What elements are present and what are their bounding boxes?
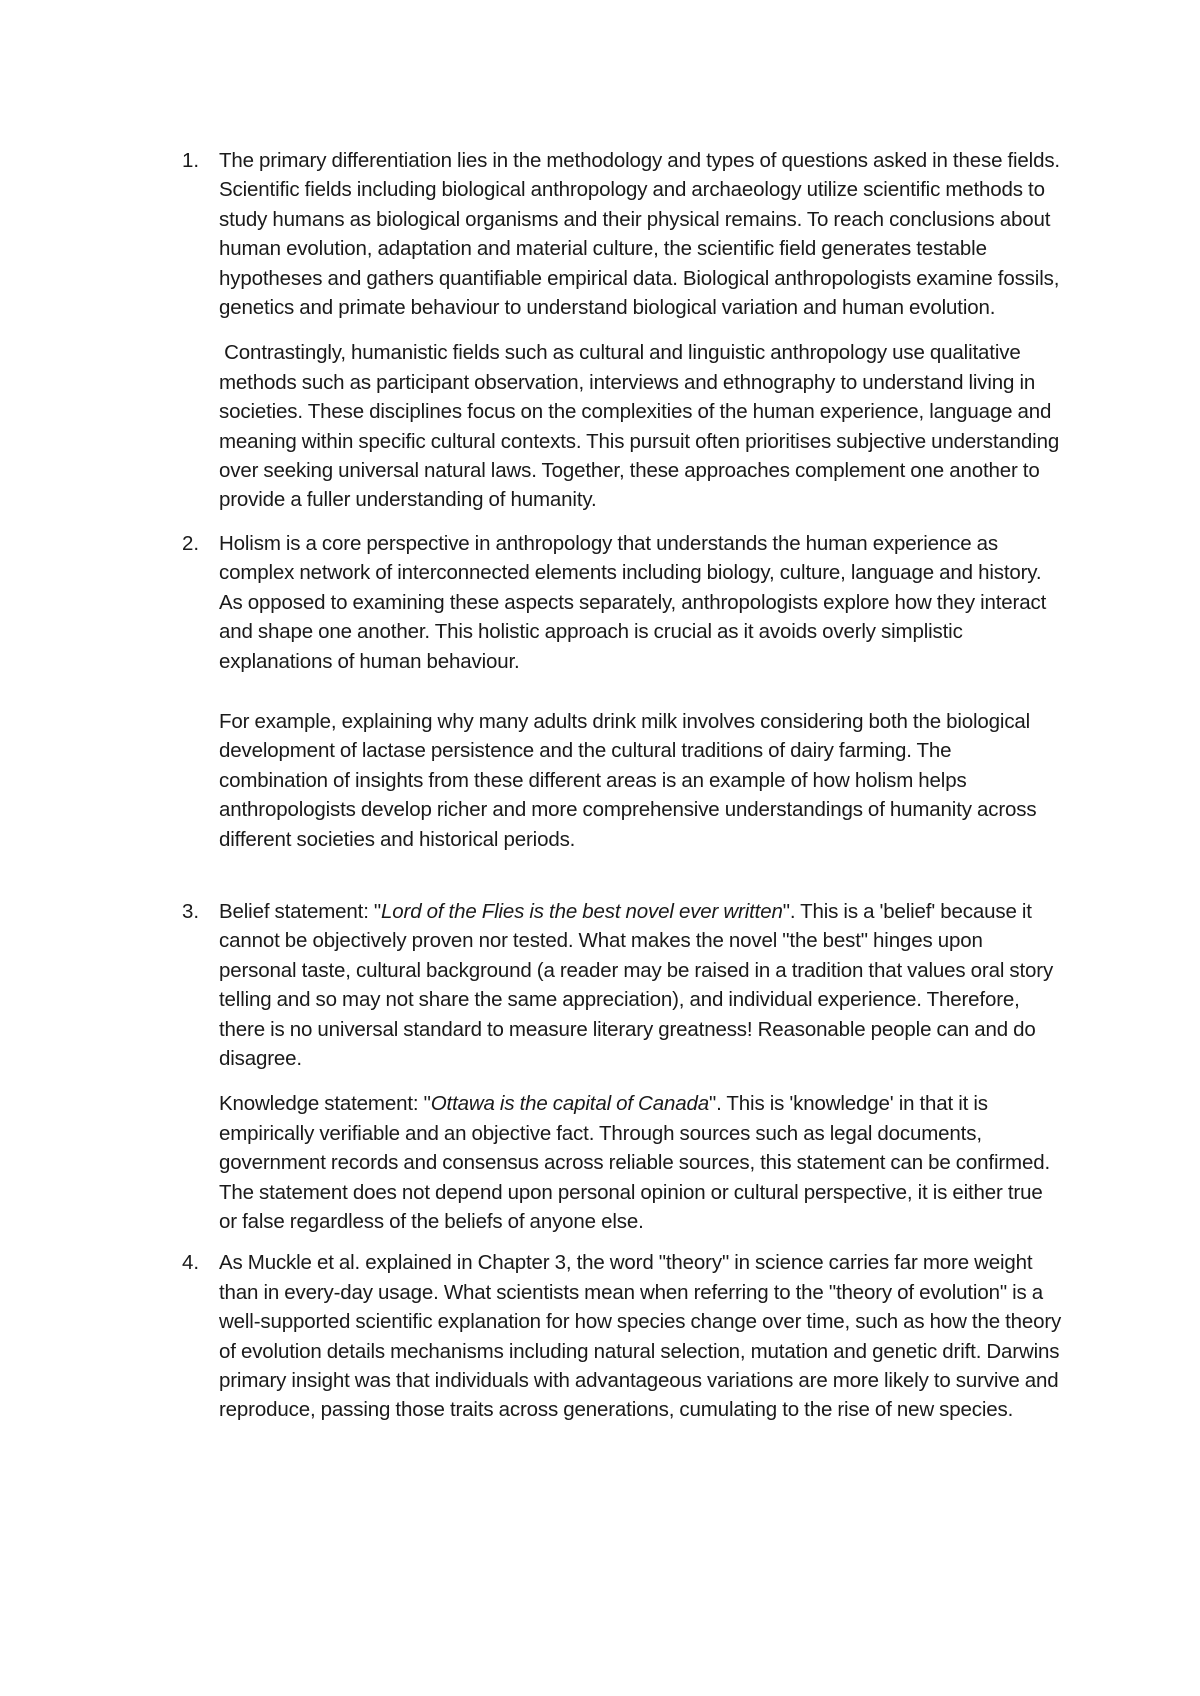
paragraph-holism: Holism is a core perspective in anthropology that understands the human experience as complex network of interconnected elements including biology, culture, language and history. As opposed to examining these aspects separately, anthropologists explore how they interact and shape one another. This holistic approach is crucial as it avoids overly simplistic explanations of human behaviour. <box>219 531 1047 673</box>
belief-quote: Lord of the Flies is the best novel ever written <box>381 899 783 923</box>
numbered-answer-list <box>182 146 1065 1425</box>
paragraph-scientific-fields: The primary differentiation lies in the methodology and types of questions asked in these fields. Scientific fields including biological anthropology and archaeology utilize scientific methods to study humans as biological organisms and their physical remains. To reach conclusions about human evolution, adaptation and material culture, the scientific field generates testable hypotheses and gathers quantifiable empirical data. Biological anthropologists examine fossils, genetics and primate behaviour to understand biological variation and human evolution. <box>219 149 1060 320</box>
answer-item-2 <box>182 529 1062 854</box>
item-number: 1. <box>182 149 200 172</box>
knowledge-prefix: Knowledge statement: " <box>219 1092 431 1116</box>
paragraph-theory: As Muckle et al. explained in Chapter 3, the word "theory" in science carries far more weight than in every-day usage. What scientists mean when referring to the "theory of evolution" is a well-supported scientific explanation for how species change over time, such as how the theory of evolution details mechanisms including natural selection, mutation and genetic drift. Darwins primary insight was that individuals with advantageous variations are more likely to survive and reproduce, passing those traits across generations, cumulating to the rise of new species. <box>219 1251 1062 1422</box>
knowledge-quote: Ottawa is the capital of Canada <box>430 1092 709 1116</box>
paragraph-knowledge-statement <box>219 1089 1062 1236</box>
paragraph-milk-example: For example, explaining why many adults drink milk involves considering both the biological development of lactase persistence and the cultural traditions of dairy farming. The combination of insights from these different areas is an example of how holism helps anthropologists develop richer and more comprehensive understandings of humanity across different societies and historical periods. <box>219 709 1037 851</box>
item-number: 3. <box>182 899 200 923</box>
paragraph-humanistic-fields: Contrastingly, humanistic fields such as cultural and linguistic anthropology use qualitative methods such as participant observation, interviews and ethnography to understand living in societies. These disciplines focus on the complexities of the human experience, language and meaning within specific cultural contexts. This pursuit often prioritises subjective understanding over seeking universal natural laws. Together, these approaches complement one another to provide a fuller understanding of humanity. <box>219 341 1065 512</box>
answer-item-1 <box>182 146 1065 515</box>
answer-item-3 <box>182 897 1062 1236</box>
belief-explanation: ". This is a 'belief' because it cannot be objectively proven nor tested. What makes the novel "the best" hinges upon personal taste, cultural background (a reader may be raised in a tradition that values oral story telling and so may not share the same appreciation), and individual experience. Therefore, there is no universal standard to measure literary greatness! Reasonable people can and do disagree. <box>219 899 1054 1070</box>
answer-item-4 <box>182 1248 1062 1424</box>
belief-prefix: Belief statement: " <box>219 899 382 923</box>
knowledge-explanation: ". This is 'knowledge' in that it is empirically verifiable and an objective fact. Through sources such as legal documents, government records and consensus across reliable sources, this statement can be confirmed. The statement does not depend upon personal opinion or cultural perspective, it is either true or false regardless of the beliefs of anyone else. <box>219 1092 1050 1233</box>
item-number: 4. <box>182 1251 200 1275</box>
paragraph-belief-statement <box>219 897 1062 1073</box>
item-number: 2. <box>182 531 200 555</box>
